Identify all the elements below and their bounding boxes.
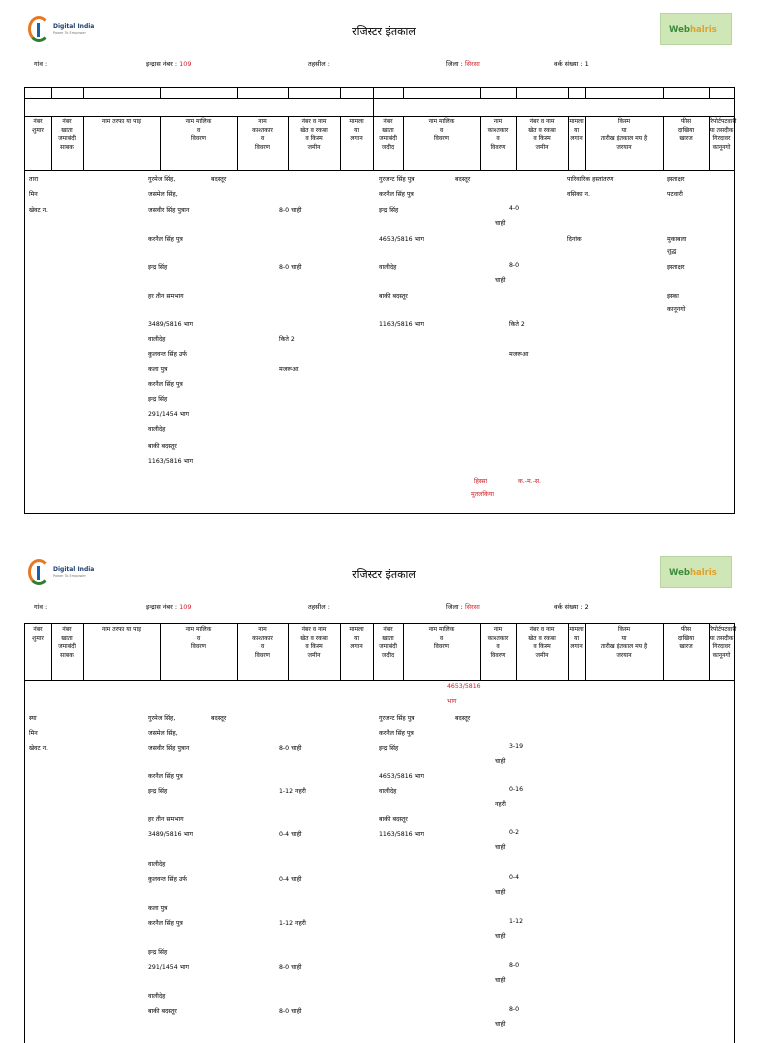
table-cell-text: बाकी बदस्तूर <box>379 293 408 300</box>
table-cell-text: मिन <box>29 730 38 737</box>
table-cell-text: 291/1454 भाग <box>148 411 190 418</box>
column-divider <box>83 88 84 98</box>
table-cell-text: कुलवन्त सिंह उर्फ <box>148 351 187 358</box>
digital-india-logo: Digital India Power To Empower <box>28 557 90 591</box>
table-cell-text: गुरजन्ट सिंह पुत्र <box>379 176 415 183</box>
table-cell-text: जसमेल सिंह, <box>148 730 178 737</box>
table-cell-text: किते 2 <box>279 336 295 343</box>
tehsil-label: तहसील : <box>308 60 330 68</box>
table-cell-text: 1163/5816 भाग <box>379 321 424 328</box>
table-cell-text: 8-0 चाही <box>279 745 302 752</box>
table-cell-text: वालीदेह <box>148 861 166 868</box>
intkal-table-2 <box>24 623 735 1043</box>
table-cell-text: दिनांक <box>567 236 582 243</box>
col-new-field-area-header: नंबर व नाम खेत व रकबा व किस्म जमीन <box>528 626 556 659</box>
table-cell-text: इस्ताक्षर <box>667 264 685 271</box>
table-cell-text: वालीदेह <box>148 336 166 343</box>
table-cell-text: करनैल सिंह पुत्र <box>379 730 414 737</box>
table-cell-text: वालीदेह <box>379 264 397 271</box>
table-cell-text: इन्द्र सिंह <box>148 949 168 956</box>
table-cell-text: 1-12 नहरी <box>279 788 306 795</box>
col-tenant-header: नाम काश्तकार व विवरण <box>252 626 273 659</box>
table-cell-text: 0-4 चाही <box>279 831 302 838</box>
col-owner-header: नाम मालिक व विवरण <box>185 626 212 650</box>
table-cell-text: 8-0 चाही <box>279 1008 302 1015</box>
col-serial-header: नंबर शुमार <box>32 118 44 134</box>
col-new-khata-header: नंबर खाता जमाबंदी जदीद <box>379 626 397 659</box>
table-cell-text: 1163/5816 भाग <box>148 458 193 465</box>
col-serial-header: नंबर शुमार <box>32 626 44 642</box>
table-cell-text: करनैल सिंह पुत्र <box>148 920 183 927</box>
table-cell-text: चाही <box>495 977 506 984</box>
table-cell-text: 8-0 चाही <box>279 964 302 971</box>
col-taraf-header: नाम तरफा या पाइ <box>101 118 142 125</box>
webhalris-logo: Webhalris <box>660 556 732 588</box>
table-cell-text: चाही <box>495 933 506 940</box>
page-title: रजिस्टर इंतकाल <box>352 25 416 38</box>
col-intkal-type-header: किस्म या तारीख इंतकाल मय है जरयान <box>600 626 648 659</box>
table-cell-text: तारा <box>29 176 39 183</box>
table-cell-text: बदस्तूर <box>455 715 471 722</box>
intkal-number: इन्द्रास नंबर : 109 <box>146 60 192 68</box>
column-divider <box>585 88 586 98</box>
table-cell-text: मिन <box>29 191 38 198</box>
table-cell-text: 3-19 <box>509 743 524 750</box>
column-divider <box>516 88 517 98</box>
table-cell-text: गुरमेज सिंह, <box>148 715 176 722</box>
column-divider <box>288 88 289 98</box>
table-cell-text: वालीदेह <box>148 993 166 1000</box>
table-cell-text: इन्द्र सिंह <box>148 264 168 271</box>
column-divider <box>709 88 710 98</box>
col-fee-header: फीस दाखिया खारज <box>677 118 695 142</box>
table-cell-text: कानूनगो <box>667 306 686 313</box>
table-cell-text: 3489/5816 भाग <box>148 831 193 838</box>
table-cell-text: भाग <box>447 698 457 705</box>
table-cell-text: इन्द्र सिंह <box>148 788 168 795</box>
register-page-2 <box>0 545 768 1028</box>
table-cell-text: 8-0 चाही <box>279 264 302 271</box>
col-field-area-header: नंबर व नाम खेत व रकबा व किस्म जमीन <box>300 118 328 151</box>
col-intkal-type-header: किस्म या तारीख इंतकाल मय है जरयान <box>600 118 648 151</box>
column-divider <box>373 88 374 98</box>
column-divider <box>403 88 404 98</box>
table-cell-text: करनैल सिंह पुत्र <box>379 191 414 198</box>
col-fee-header: फीस दाखिया खारज <box>677 626 695 650</box>
col-new-field-area-header: नंबर व नाम खेत व रकबा व किस्म जमीन <box>528 118 556 151</box>
table-cell-text: वालीदेह <box>379 788 397 795</box>
table-cell-text: 8-0 <box>509 262 520 269</box>
column-divider <box>51 88 52 98</box>
table-cell-text: इस्ताक्षर <box>667 176 685 183</box>
mutalkia-label: मुतलकिया <box>471 491 494 498</box>
table-cell-text: जसवीर सिंह पुत्रान <box>148 207 190 214</box>
table-cell-text: शुद्ध <box>667 248 677 255</box>
table-cell-text: खेवट न. <box>29 745 48 752</box>
table-cell-text: चाही <box>495 1021 506 1028</box>
tehsil-label: तहसील : <box>308 603 330 611</box>
table-cell-text: 291/1454 भाग <box>148 964 190 971</box>
table-cell-text: पारिवारिक हस्तांतरण <box>567 176 614 183</box>
table-cell-text: 0-4 <box>509 874 520 881</box>
col-report-header: रिपोर्टपटवारी या तसदीक गिरदावर कानूनगो <box>709 626 737 659</box>
table-cell-text: वसिका न. <box>567 191 590 198</box>
table-cell-text: नहरी <box>495 801 506 808</box>
page-number-label: वर्क संख्या : 1 <box>554 60 589 68</box>
district: जिला : सिरसा <box>446 60 480 68</box>
table-cell-text: इन्द्र सिंह <box>379 745 399 752</box>
table-cell-text: 0-4 चाही <box>279 876 302 883</box>
col-old-khata-header: नंबर खाता जमाबंदी साबक <box>58 118 76 151</box>
table-cell-text: 4653/5816 भाग <box>379 773 424 780</box>
table-cell-text: 1-12 <box>509 918 524 925</box>
table-cell-text: बाकी बदस्तूर <box>379 816 408 823</box>
table-cell-text: किते 2 <box>509 321 525 328</box>
col-owner-header: नाम मालिक व विवरण <box>185 118 212 142</box>
page-title: रजिस्टर इंतकाल <box>352 568 416 581</box>
col-taraf-header: नाम तरफा या पाइ <box>101 626 142 633</box>
table-cell-text: करनैल सिंह पुत्र <box>148 236 183 243</box>
table-cell-text: बाकी बदस्तूर <box>148 1008 177 1015</box>
table-cell-text: 0-16 <box>509 786 524 793</box>
table-cell-text: करनैल सिंह पुत्र <box>148 381 183 388</box>
khasra-label: क.-म.-स. <box>518 478 542 485</box>
table-cell-text: हर तीन समभाग <box>148 816 184 823</box>
column-divider <box>340 88 341 98</box>
column-divider <box>237 88 238 98</box>
table-cell-text: 8-0 <box>509 1006 520 1013</box>
table-cell-text: 3489/5816 भाग <box>148 321 193 328</box>
table-cell-text: 8-0 चाही <box>279 207 302 214</box>
table-cell-text: 1163/5816 भाग <box>379 831 424 838</box>
table-cell-text: 8-0 <box>509 962 520 969</box>
table-cell-text: गुरजन्ट सिंह पुत्र <box>379 715 415 722</box>
village-label: गांव : <box>34 60 48 68</box>
table-cell-text: चाही <box>495 758 506 765</box>
col-new-tenant-header: नाम काश्तकार व विवरण <box>487 118 509 151</box>
table-cell-text: बदस्तूर <box>211 715 227 722</box>
col-revenue-header: मामला या लगान <box>349 118 364 142</box>
col-new-revenue-header: मामला या लगान <box>569 626 584 650</box>
col-revenue-header: मामला या लगान <box>349 626 364 650</box>
table-cell-text: चाही <box>495 277 506 284</box>
page-number-label: वर्क संख्या : 2 <box>554 603 589 611</box>
table-cell-text: चाही <box>495 889 506 896</box>
village-label: गांव : <box>34 603 48 611</box>
column-divider <box>160 88 161 98</box>
column-divider <box>663 88 664 98</box>
digital-india-logo: Digital India Power To Empower <box>28 14 90 48</box>
table-cell-text: जसमेल सिंह, <box>148 191 178 198</box>
webhalris-logo: Webhalris <box>660 13 732 45</box>
table-cell-text: 4653/5816 <box>447 683 481 690</box>
table-cell-text: हर तीन समभाग <box>148 293 184 300</box>
table-cell-text: करनैल सिंह पुत्र <box>148 773 183 780</box>
hissa-label: हिस्सा <box>474 478 488 485</box>
table-cell-text: मुकाबला <box>667 236 687 243</box>
table-cell-text: 4653/5816 भाग <box>379 236 424 243</box>
table-cell-text: इस्का <box>667 293 679 300</box>
table-cell-text: चाही <box>495 844 506 851</box>
table-cell-text: स्या <box>29 715 37 722</box>
col-tenant-header: नाम काश्तकार व विवरण <box>252 118 273 151</box>
column-divider <box>480 88 481 98</box>
intkal-table-1 <box>24 87 735 514</box>
table-cell-text: खेवट न. <box>29 207 48 214</box>
table-cell-text: वालीदेह <box>148 426 166 433</box>
col-new-revenue-header: मामला या लगान <box>569 118 584 142</box>
table-cell-text: मजरूआ <box>279 366 299 373</box>
table-cell-text: जसवीर सिंह पुत्रान <box>148 745 190 752</box>
table-cell-text: पटवारी <box>667 191 683 198</box>
col-report-header: रिपोर्टपटवारी या तसदीक गिरदावर कानूनगो <box>709 118 737 151</box>
table-cell-text: इन्द्र सिंह <box>379 207 399 214</box>
table-cell-text: बदस्तूर <box>211 176 227 183</box>
table-cell-text: 4-0 <box>509 205 520 212</box>
table-cell-text: कला पुत्र <box>148 905 168 912</box>
col-field-area-header: नंबर व नाम खेत व रकबा व किस्म जमीन <box>300 626 328 659</box>
col-new-owner-header: नाम मालिक व विवरण <box>428 626 455 650</box>
table-cell-text: 0-2 <box>509 829 520 836</box>
table-cell-text: मजरूआ <box>509 351 529 358</box>
intkal-number: इन्द्रास नंबर : 109 <box>146 603 192 611</box>
table-cell-text: इन्द्र सिंह <box>148 396 168 403</box>
table-cell-text: चाही <box>495 220 506 227</box>
table-cell-text: कुलवन्त सिंह उर्फ <box>148 876 187 883</box>
table-cell-text: कला पुत्र <box>148 366 168 373</box>
col-new-khata-header: नंबर खाता जमाबंदी जदीद <box>379 118 397 151</box>
table-cell-text: 1-12 नहरी <box>279 920 306 927</box>
table-cell-text: गुरमेज सिंह, <box>148 176 176 183</box>
district: जिला : सिरसा <box>446 603 480 611</box>
col-new-tenant-header: नाम काश्तकार व विवरण <box>487 626 509 659</box>
col-old-khata-header: नंबर खाता जमाबंदी साबक <box>58 626 76 659</box>
col-new-owner-header: नाम मालिक व विवरण <box>428 118 455 142</box>
table-cell-text: बाकी बदस्तूर <box>148 443 177 450</box>
column-divider <box>568 88 569 98</box>
table-cell-text: बदस्तूर <box>455 176 471 183</box>
